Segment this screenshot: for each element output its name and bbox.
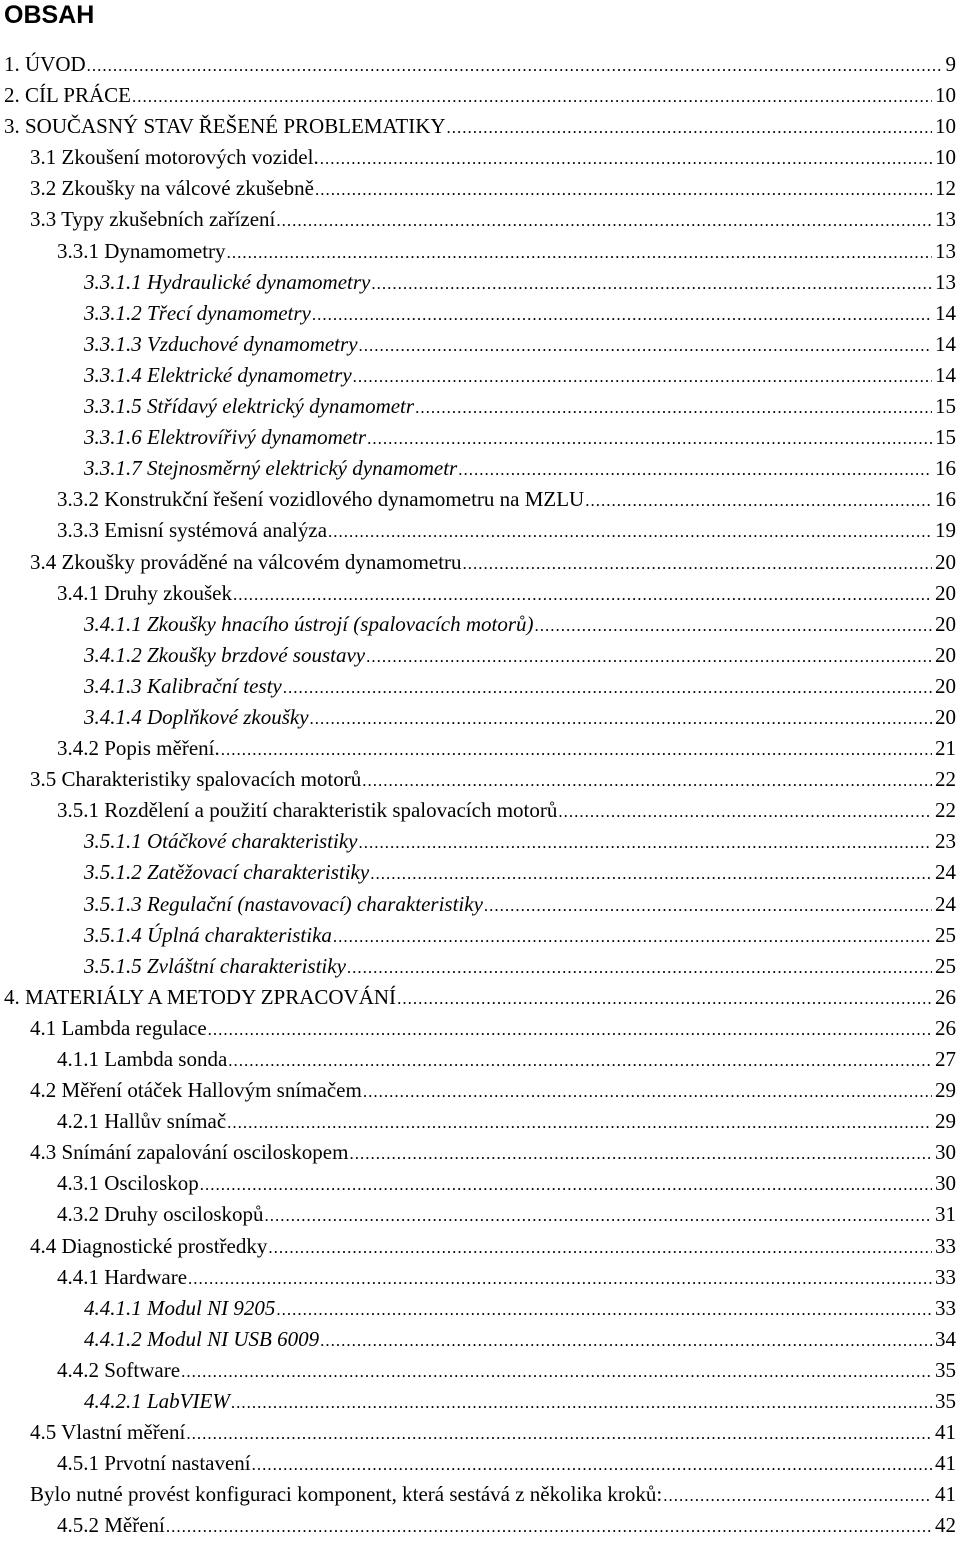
toc-entry[interactable]	[0, 609, 960, 640]
toc-entry-title: 3.3.1.7 Stejnosměrný elektrický dynamometr	[84, 453, 457, 484]
toc-entry-title: 3.4.1 Druhy zkoušek	[57, 578, 232, 609]
toc-dot-leader	[166, 1511, 932, 1542]
toc-entry-page-number: 24	[932, 857, 960, 888]
toc-entry[interactable]	[0, 640, 960, 671]
toc-entry-page-number: 33	[932, 1262, 960, 1293]
toc-entry-title: 3.5 Charakteristiky spalovacích motorů	[30, 764, 361, 795]
toc-entry-title: 4.4.1.1 Modul NI 9205	[84, 1293, 275, 1324]
toc-entry-page-number: 13	[932, 267, 960, 298]
toc-entry[interactable]	[0, 515, 960, 546]
toc-entry-page-number: 10	[932, 142, 960, 173]
toc-dot-leader	[132, 81, 932, 112]
toc-entry-title: 3.5.1.3 Regulační (nastavovací) charakteristiky	[84, 889, 483, 920]
toc-entry[interactable]	[0, 1479, 960, 1510]
toc-entry[interactable]	[0, 826, 960, 857]
toc-entry-page-number: 34	[932, 1324, 960, 1355]
toc-entry-title: 4.1.1 Lambda sonda	[57, 1044, 227, 1075]
toc-dot-leader	[87, 50, 943, 81]
toc-entry[interactable]	[0, 1417, 960, 1448]
toc-dot-leader	[333, 921, 932, 952]
toc-entry-title: 3.4.1.2 Zkoušky brzdové soustavy	[84, 640, 365, 671]
toc-entry-page-number: 30	[932, 1137, 960, 1168]
toc-entry-page-number: 10	[932, 80, 960, 111]
toc-entry-page-number: 15	[932, 391, 960, 422]
toc-dot-leader	[535, 610, 932, 641]
toc-entry-page-number: 26	[932, 1013, 960, 1044]
toc-entry[interactable]	[0, 1324, 960, 1355]
toc-entry[interactable]	[0, 360, 960, 391]
toc-entry-title: 2. CÍL PRÁCE	[4, 80, 131, 111]
toc-dot-leader	[463, 548, 932, 579]
toc-dot-leader	[208, 1014, 932, 1045]
toc-entry-page-number: 20	[932, 640, 960, 671]
toc-dot-leader	[367, 423, 932, 454]
toc-dot-leader	[484, 890, 932, 921]
toc-entry[interactable]	[0, 111, 960, 142]
toc-entry-title: 3.3.3 Emisní systémová analýza	[57, 515, 327, 546]
toc-dot-leader	[359, 827, 933, 858]
toc-entry[interactable]	[0, 422, 960, 453]
toc-entry[interactable]	[0, 951, 960, 982]
toc-entry[interactable]	[0, 1355, 960, 1386]
toc-dot-leader	[265, 1200, 933, 1231]
toc-dot-leader	[371, 268, 932, 299]
toc-entry-page-number: 10	[932, 111, 960, 142]
toc-heading: OBSAH	[4, 0, 94, 30]
toc-entry-title: 3.5.1 Rozdělení a použití charakteristik spalovacích motorů	[57, 795, 557, 826]
toc-entry-title: 3.3.1.4 Elektrické dynamometry	[84, 360, 352, 391]
toc-dot-leader	[276, 1294, 932, 1325]
toc-dot-leader	[227, 1107, 932, 1138]
toc-entry[interactable]	[0, 1293, 960, 1324]
toc-entry[interactable]	[0, 733, 960, 764]
toc-entry[interactable]	[0, 1510, 960, 1541]
toc-entry-page-number: 29	[932, 1106, 960, 1137]
toc-entry[interactable]	[0, 702, 960, 733]
toc-entry[interactable]	[0, 49, 960, 80]
toc-dot-leader	[312, 299, 932, 330]
toc-entry-page-number: 16	[932, 484, 960, 515]
toc-entry-title: 4. MATERIÁLY A METODY ZPRACOVÁNÍ	[4, 982, 396, 1013]
toc-entry[interactable]	[0, 1448, 960, 1479]
toc-entry[interactable]	[0, 391, 960, 422]
toc-dot-leader	[228, 1045, 932, 1076]
toc-dot-leader	[558, 796, 932, 827]
toc-entry-title: Bylo nutné provést konfiguraci komponent, která sestává z několika kroků:	[30, 1479, 662, 1510]
toc-entry[interactable]	[0, 795, 960, 826]
toc-entry[interactable]	[0, 1168, 960, 1199]
toc-entry[interactable]	[0, 671, 960, 702]
toc-entry-page-number: 25	[932, 951, 960, 982]
toc-entry-page-number: 21	[932, 733, 960, 764]
toc-entry-title: 4.2 Měření otáček Hallovým snímačem	[30, 1075, 362, 1106]
toc-entry-title: 4.4 Diagnostické prostředky	[30, 1231, 267, 1262]
toc-entry-page-number: 13	[932, 236, 960, 267]
toc-entry-title: 4.4.1 Hardware	[57, 1262, 187, 1293]
toc-dot-leader	[585, 485, 932, 516]
toc-entry[interactable]	[0, 80, 960, 111]
toc-entry-page-number: 19	[932, 515, 960, 546]
toc-entry-title: 3.4 Zkoušky prováděné na válcovém dynamometru	[30, 547, 462, 578]
toc-entry[interactable]	[0, 1386, 960, 1417]
toc-entry-title: 3.3.1.6 Elektrovířivý dynamometr	[84, 422, 366, 453]
toc-dot-leader	[363, 1076, 932, 1107]
toc-entry[interactable]	[0, 1106, 960, 1137]
toc-entry-page-number: 20	[932, 547, 960, 578]
toc-entry-page-number: 20	[932, 578, 960, 609]
toc-entry[interactable]	[0, 857, 960, 888]
toc-entry-title: 3.2 Zkoušky na válcové zkušebně	[30, 173, 314, 204]
toc-entry-page-number: 22	[932, 764, 960, 795]
toc-entry-page-number: 20	[932, 702, 960, 733]
toc-dot-leader	[268, 1232, 932, 1263]
toc-dot-leader	[349, 1138, 932, 1169]
toc-entry-title: 3.5.1.2 Zatěžovací charakteristiky	[84, 857, 369, 888]
toc-entry-title: 3.5.1.1 Otáčkové charakteristiky	[84, 826, 358, 857]
toc-entry-page-number: 25	[932, 920, 960, 951]
toc-entry[interactable]	[0, 1137, 960, 1168]
toc-dot-leader	[370, 858, 932, 889]
toc-entry[interactable]	[0, 204, 960, 235]
toc-dot-leader	[315, 174, 932, 205]
toc-entry-title: 3.5.1.5 Zvláštní charakteristiky	[84, 951, 346, 982]
toc-dot-leader	[283, 672, 932, 703]
toc-entry-page-number: 12	[932, 173, 960, 204]
toc-entry[interactable]	[0, 173, 960, 204]
toc-entry-page-number: 29	[932, 1075, 960, 1106]
toc-entry[interactable]	[0, 1199, 960, 1230]
toc-entry[interactable]	[0, 236, 960, 267]
toc-dot-leader	[200, 1169, 932, 1200]
toc-entry-title: 3.3.1.1 Hydraulické dynamometry	[84, 267, 370, 298]
toc-dot-leader	[181, 1356, 932, 1387]
toc-entry-page-number: 14	[932, 329, 960, 360]
toc-entry-page-number: 35	[932, 1355, 960, 1386]
toc-dot-leader	[328, 516, 932, 547]
toc-dot-leader	[233, 579, 932, 610]
toc-dot-leader	[458, 454, 932, 485]
toc-entry-title: 4.4.2.1 LabVIEW	[84, 1386, 230, 1417]
toc-entry[interactable]	[0, 547, 960, 578]
toc-entry[interactable]	[0, 920, 960, 951]
toc-entry-title: 3.3.2 Konstrukční řešení vozidlového dynamometru na MZLU	[57, 484, 584, 515]
toc-entry-title: 4.3.1 Osciloskop	[57, 1168, 199, 1199]
toc-entry[interactable]	[0, 982, 960, 1013]
toc-entry[interactable]	[0, 889, 960, 920]
toc-dot-leader	[447, 112, 932, 143]
toc-entry-page-number: 42	[932, 1510, 960, 1541]
toc-entry[interactable]	[0, 1262, 960, 1293]
toc-entry-title: 3.4.1.3 Kalibrační testy	[84, 671, 282, 702]
toc-entry-title: 4.3 Snímání zapalování osciloskopem	[30, 1137, 348, 1168]
toc-dot-leader	[188, 1263, 932, 1294]
toc-entry-title: 3.1 Zkoušení motorových vozidel.	[30, 142, 319, 173]
toc-list	[0, 49, 960, 1542]
toc-entry-page-number: 27	[932, 1044, 960, 1075]
toc-entry-page-number: 22	[932, 795, 960, 826]
toc-entry[interactable]	[0, 1044, 960, 1075]
toc-entry-page-number: 9	[943, 49, 960, 80]
toc-entry[interactable]	[0, 1231, 960, 1262]
toc-dot-leader	[320, 1325, 932, 1356]
toc-entry-title: 3.3.1.3 Vzduchové dynamometry	[84, 329, 358, 360]
toc-entry-title: 3.4.2 Popis měření.	[57, 733, 220, 764]
toc-dot-leader	[320, 143, 932, 174]
toc-dot-leader	[415, 392, 932, 423]
toc-entry-title: 4.5 Vlastní měření	[30, 1417, 185, 1448]
toc-entry-title: 3.4.1.4 Doplňkové zkoušky	[84, 702, 309, 733]
toc-entry-page-number: 31	[932, 1199, 960, 1230]
toc-entry[interactable]	[0, 298, 960, 329]
toc-entry-title: 3.3.1.5 Střídavý elektrický dynamometr	[84, 391, 414, 422]
toc-entry-title: 3.4.1.1 Zkoušky hnacího ústrojí (spalovacích motorů)	[84, 609, 534, 640]
toc-entry-page-number: 41	[932, 1479, 960, 1510]
toc-dot-leader	[252, 1449, 932, 1480]
toc-entry-page-number: 14	[932, 298, 960, 329]
toc-dot-leader	[362, 765, 932, 796]
toc-entry[interactable]	[0, 1075, 960, 1106]
toc-entry-page-number: 33	[932, 1293, 960, 1324]
toc-dot-leader	[221, 734, 932, 765]
toc-entry[interactable]	[0, 453, 960, 484]
toc-entry-title: 4.4.2 Software	[57, 1355, 180, 1386]
toc-entry-page-number: 20	[932, 671, 960, 702]
toc-entry-title: 1. ÚVOD	[4, 49, 86, 80]
toc-dot-leader	[397, 983, 932, 1014]
toc-entry[interactable]	[0, 578, 960, 609]
toc-dot-leader	[353, 361, 932, 392]
toc-entry[interactable]	[0, 329, 960, 360]
toc-entry-page-number: 20	[932, 609, 960, 640]
toc-entry-page-number: 41	[932, 1448, 960, 1479]
toc-entry-page-number: 16	[932, 453, 960, 484]
toc-entry-title: 3.3 Typy zkušebních zařízení	[30, 204, 275, 235]
toc-entry-title: 4.4.1.2 Modul NI USB 6009	[84, 1324, 319, 1355]
toc-entry[interactable]	[0, 1013, 960, 1044]
toc-dot-leader	[231, 1387, 932, 1418]
toc-dot-leader	[347, 952, 932, 983]
toc-entry-title: 3.3.1 Dynamometry	[57, 236, 226, 267]
toc-entry-page-number: 24	[932, 889, 960, 920]
toc-dot-leader	[186, 1418, 932, 1449]
toc-dot-leader	[310, 703, 932, 734]
toc-entry-page-number: 41	[932, 1417, 960, 1448]
toc-entry-title: 4.5.1 Prvotní nastavení	[57, 1448, 251, 1479]
toc-entry[interactable]	[0, 267, 960, 298]
toc-entry-page-number: 14	[932, 360, 960, 391]
toc-entry-page-number: 15	[932, 422, 960, 453]
toc-entry-title: 4.2.1 Hallův snímač	[57, 1106, 226, 1137]
toc-dot-leader	[359, 330, 932, 361]
toc-dot-leader	[276, 205, 932, 236]
toc-entry-page-number: 23	[932, 826, 960, 857]
toc-entry-title: 3.5.1.4 Úplná charakteristika	[84, 920, 332, 951]
toc-entry-title: 4.3.2 Druhy osciloskopů	[57, 1199, 264, 1230]
toc-dot-leader	[366, 641, 932, 672]
toc-entry-page-number: 35	[932, 1386, 960, 1417]
toc-dot-leader	[227, 237, 932, 268]
toc-entry-page-number: 30	[932, 1168, 960, 1199]
toc-dot-leader	[663, 1480, 932, 1511]
toc-entry-title: 3. SOUČASNÝ STAV ŘEŠENÉ PROBLEMATIKY	[4, 111, 446, 142]
toc-entry[interactable]	[0, 142, 960, 173]
toc-entry[interactable]	[0, 484, 960, 515]
toc-entry-title: 4.1 Lambda regulace	[30, 1013, 207, 1044]
toc-entry-page-number: 13	[932, 204, 960, 235]
toc-entry-title: 3.3.1.2 Třecí dynamometry	[84, 298, 311, 329]
toc-entry-title: 4.5.2 Měření	[57, 1510, 165, 1541]
toc-entry[interactable]	[0, 764, 960, 795]
toc-entry-page-number: 26	[932, 982, 960, 1013]
toc-entry-page-number: 33	[932, 1231, 960, 1262]
